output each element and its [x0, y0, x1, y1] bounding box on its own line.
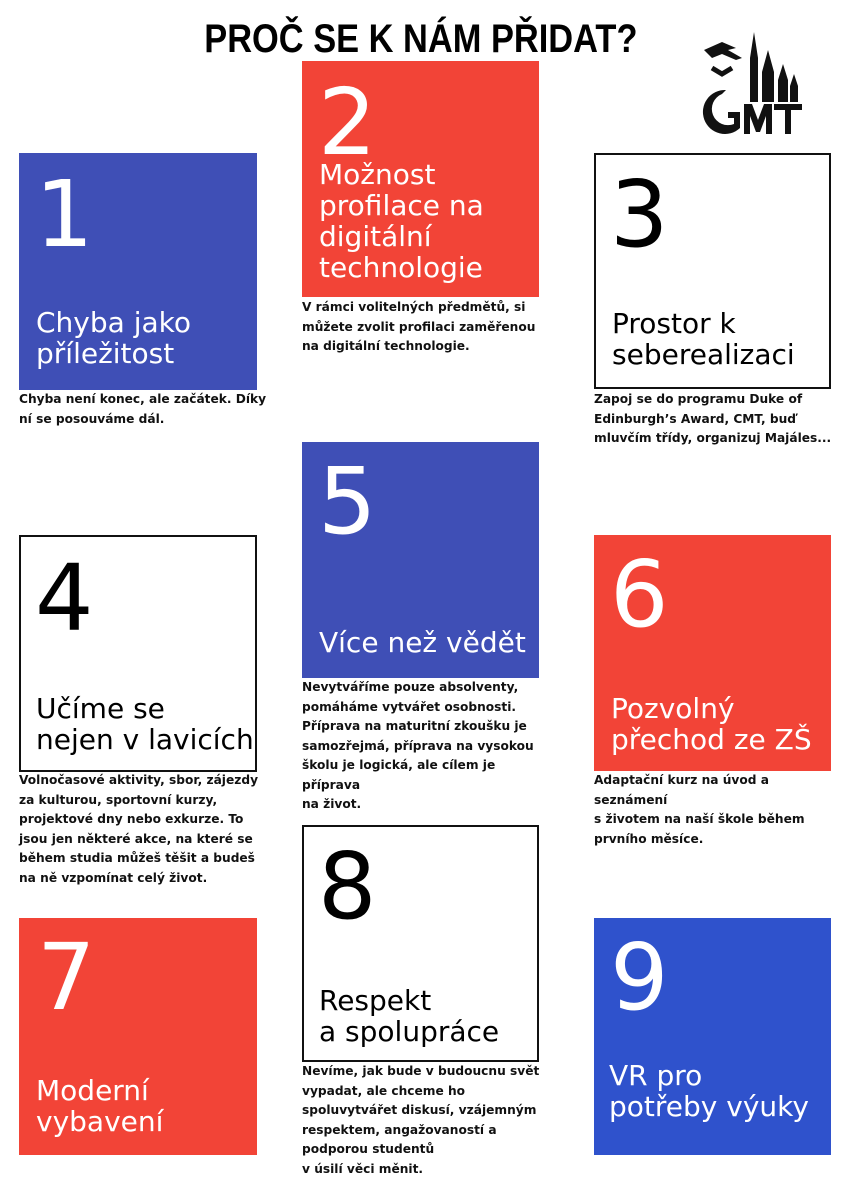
card-label: Moderní vybavení [36, 1074, 164, 1138]
card-number: 6 [610, 541, 669, 648]
card-description: Zapoj se do programu Duke of Edinburgh’s Award, CMT, buď mluvčím třídy, organizuj Majáles... [594, 392, 832, 445]
card-description: Adaptační kurz na úvod a seznámení s životem na naší škole během prvního měsíce. [594, 773, 805, 846]
card-label: Chyba jako příležitost [36, 306, 191, 370]
card-description: Volnočasové aktivity, sbor, zájezdy za kulturou, sportovní kurzy, projektové dny nebo exkurze. To jsou jen některé akce, na které se během studia můžeš těšit a budeš na ně vzpomínat celý život. [19, 773, 259, 885]
card-label: VR pro potřeby výuky [609, 1059, 809, 1123]
card-number: 7 [37, 924, 96, 1031]
card-3 [594, 153, 831, 389]
card-4 [19, 535, 257, 772]
card-5 [302, 442, 539, 678]
card-number: 4 [35, 545, 94, 652]
card-description: Nevíme, jak bude v budoucnu svět vypadat, ale chceme ho spoluvytvářet diskusí, vzájemným respektem, angažovaností a podporou studentů v úsilí věci měnit. [302, 1064, 540, 1176]
card-label: Možnost profilace na digitální technologie [319, 158, 484, 284]
card-1 [19, 153, 257, 390]
card-label: Respekt a spolupráce [319, 984, 500, 1048]
card-8 [302, 825, 539, 1062]
page-title: PROČ SE K NÁM PŘIDAT? [204, 17, 638, 61]
card-label: Více než vědět [319, 626, 526, 659]
card-label: Učíme se nejen v lavicích [36, 692, 254, 756]
card-description: Chyba není konec, ale začátek. Díky ní se posouváme dál. [19, 392, 267, 426]
card-label: Pozvolný přechod ze ZŠ [611, 692, 812, 756]
card-number: 8 [318, 833, 377, 940]
card-number: 9 [610, 924, 669, 1031]
card-description: V rámci volitelných předmětů, si můžete zvolit profilaci zaměřenou na digitální technologie. [302, 300, 536, 353]
card-number: 2 [318, 69, 377, 176]
card-number: 1 [35, 161, 94, 268]
card-7 [19, 918, 257, 1155]
card-number: 5 [318, 448, 377, 555]
card-2 [302, 61, 539, 297]
card-6 [594, 535, 831, 771]
card-9 [594, 918, 831, 1155]
card-number: 3 [610, 161, 669, 268]
school-logo [692, 28, 810, 138]
card-label: Prostor k seberealizaci [612, 307, 795, 371]
card-description: Nevytváříme pouze absolventy, pomáháme vytvářet osobnosti. Příprava na maturitní zkoušku je samozřejmá, příprava na vysokou školu je logická, ale cílem je příprava na život. [302, 680, 534, 811]
